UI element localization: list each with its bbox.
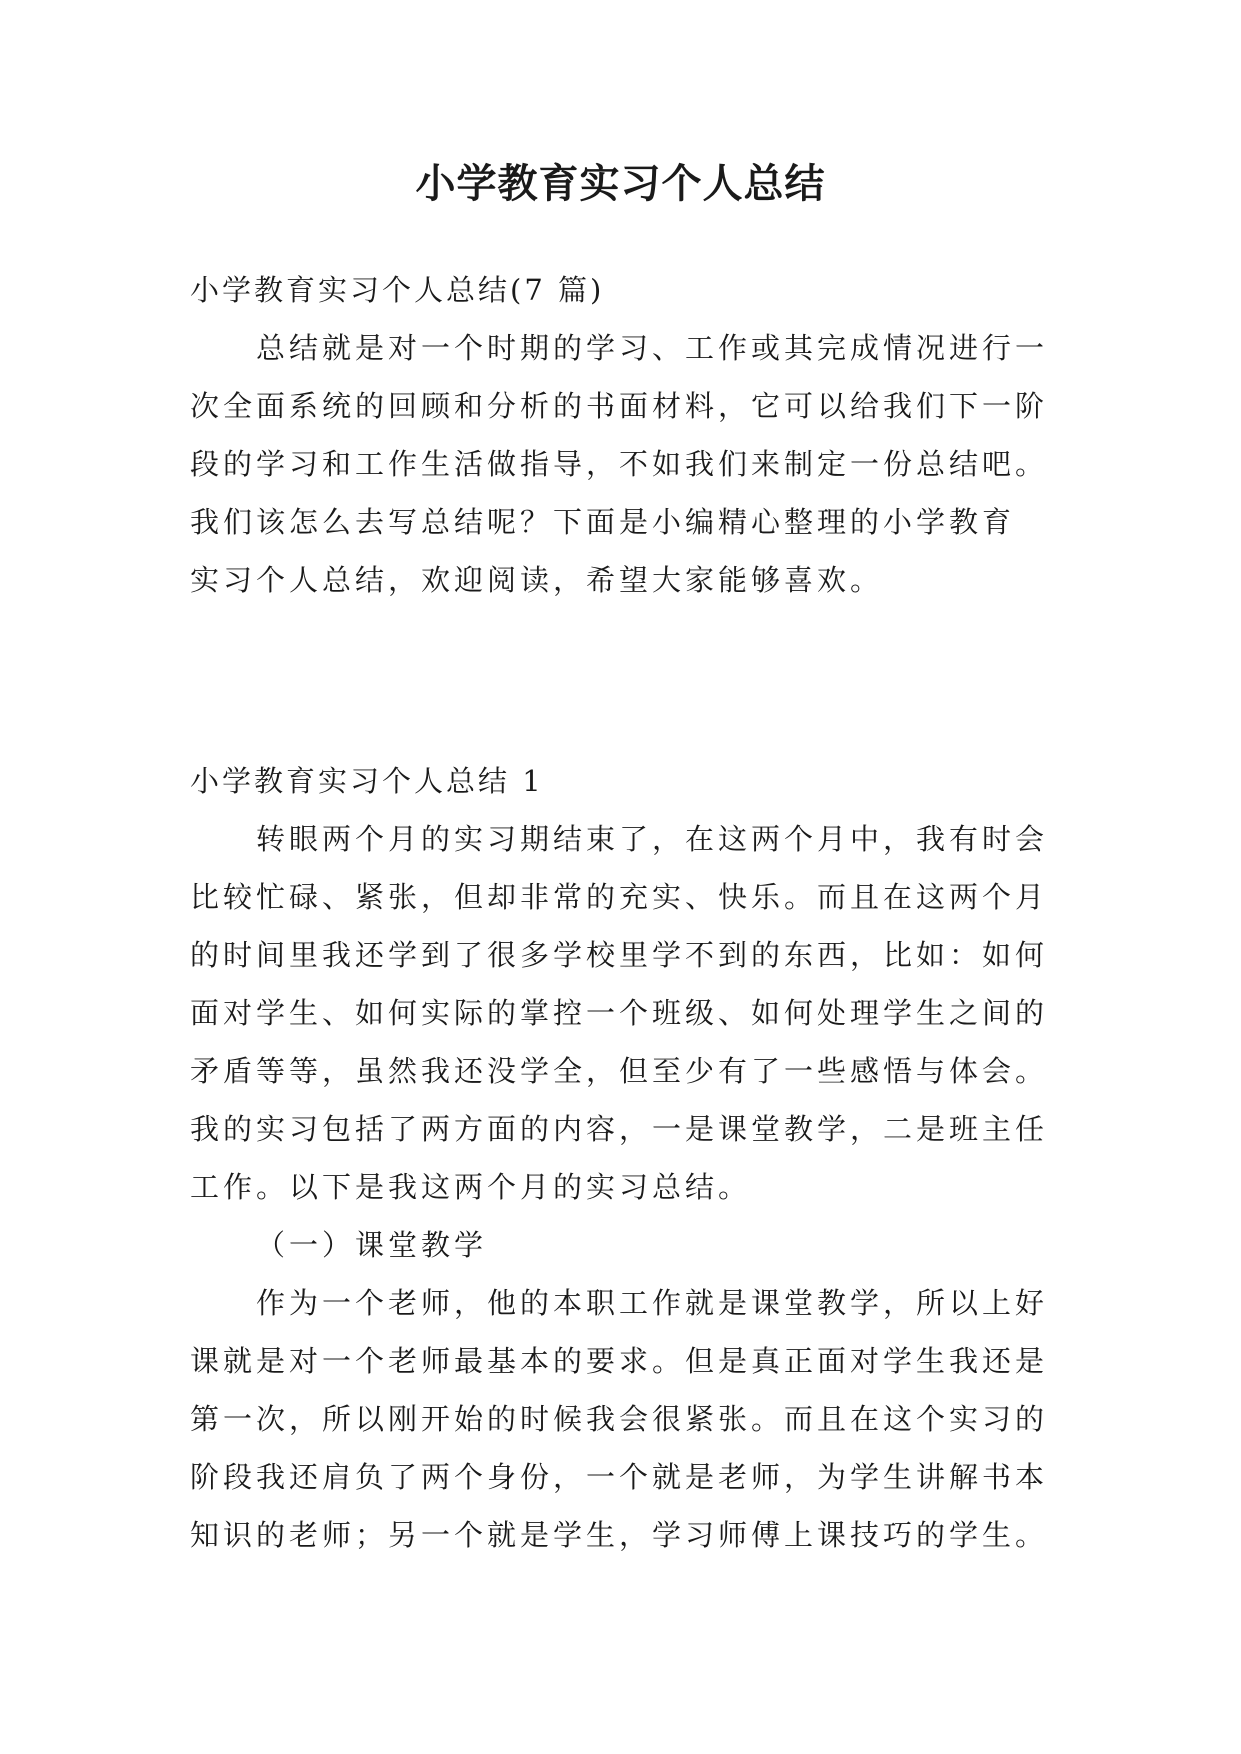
paragraph-line: 矛盾等等，虽然我还没学全，但至少有了一些感悟与体会。: [190, 1054, 1049, 1088]
paragraph-line: 我的实习包括了两方面的内容，一是课堂教学，二是班主任: [190, 1112, 1049, 1146]
intro-block: [190, 261, 1070, 609]
paragraph-line: 的时间里我还学到了很多学校里学不到的东西，比如：如何: [190, 938, 1049, 972]
intro-line: 段的学习和工作生活做指导，不如我们来制定一份总结吧。: [190, 447, 1049, 481]
paragraph-line: 工作。以下是我这两个月的实习总结。: [190, 1170, 752, 1204]
subheading: （一）课堂教学: [256, 1228, 488, 1262]
paragraph-line: 知识的老师；另一个就是学生，学习师傅上课技巧的学生。: [190, 1518, 1049, 1552]
paragraph-line: 比较忙碌、紧张，但却非常的充实、快乐。而且在这两个月: [190, 880, 1049, 914]
intro-line: 实习个人总结，欢迎阅读，希望大家能够喜欢。: [190, 563, 884, 597]
paragraph-line: 转眼两个月的实习期结束了，在这两个月中，我有时会: [256, 822, 1049, 856]
intro-line: 总结就是对一个时期的学习、工作或其完成情况进行一: [256, 331, 1049, 365]
paragraph-line: 面对学生、如何实际的掌控一个班级、如何处理学生之间的: [190, 996, 1049, 1030]
paragraph-line: 课就是对一个老师最基本的要求。但是真正面对学生我还是: [190, 1344, 1049, 1378]
section-1-heading: 小学教育实习个人总结 1: [190, 764, 544, 798]
intro-heading: 小学教育实习个人总结(7 篇): [190, 273, 605, 307]
paragraph-line: 第一次，所以刚开始的时候我会很紧张。而且在这个实习的: [190, 1402, 1049, 1436]
paragraph-line: 阶段我还肩负了两个身份，一个就是老师，为学生讲解书本: [190, 1460, 1049, 1494]
intro-line: 次全面系统的回顾和分析的书面材料，它可以给我们下一阶: [190, 389, 1049, 423]
paragraph-line: 作为一个老师，他的本职工作就是课堂教学，所以上好: [256, 1286, 1049, 1320]
intro-line: 我们该怎么去写总结呢？下面是小编精心整理的小学教育: [190, 505, 1016, 539]
section-1-block: [190, 752, 1070, 1564]
document-title: 小学教育实习个人总结: [415, 160, 826, 207]
